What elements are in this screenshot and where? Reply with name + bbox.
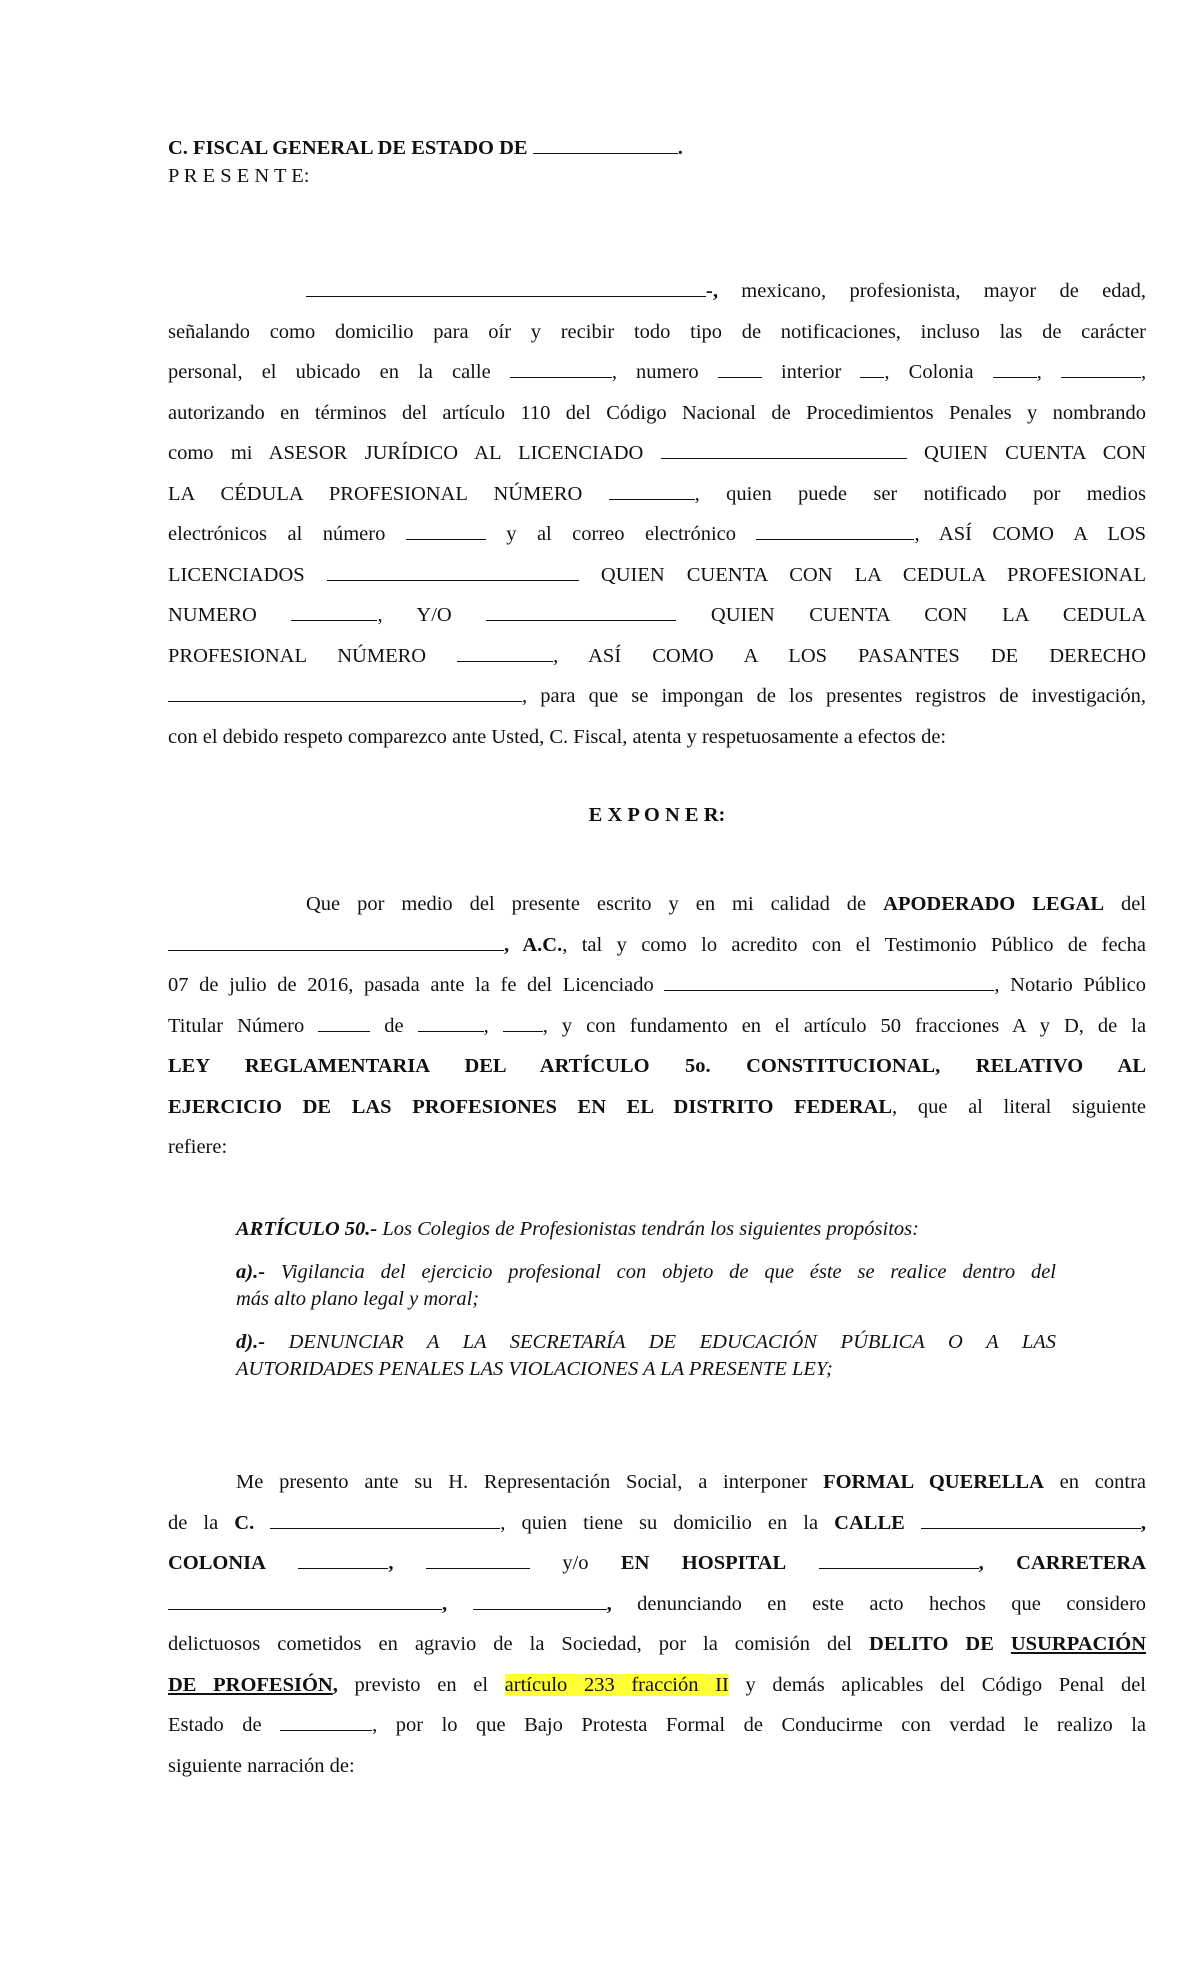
blank-notary-state (503, 1014, 543, 1032)
complaint-line-5: delictuosos cometidos en agravio de la Sociedad, por la comisión del DELITO DE USURPACIÓN (168, 1633, 1147, 1655)
quote-article: ARTÍCULO 50.- Los Colegios de Profesionistas tendrán los siguientes propósitos: (236, 1218, 919, 1240)
blank-accused-street (921, 1511, 1141, 1529)
blank-email (756, 522, 914, 540)
quote-item-d: d).- DENUNCIAR A LA SECRETARÍA DE EDUCACIÓN PÚBLICA O A LAS AUTORIDADES PENALES LAS VIOLACIONES A LA PRESENTE LEY; (236, 1331, 1056, 1380)
intro-line-1: -, mexicano, profesionista, mayor de edad, (168, 271, 1146, 312)
exponer-heading: E X P O N E R: (588, 804, 726, 826)
exposition-line-1: Que por medio del presente escrito y en mi calidad de APODERADO LEGAL del (306, 893, 1147, 915)
exposition-line-7: refiere: (168, 1136, 228, 1158)
intro-line-4: autorizando en términos del artículo 110 del Código Nacional de Procedimientos Penales y nombrando (168, 401, 1146, 424)
blank-city (1061, 360, 1141, 378)
addressee: C. FISCAL GENERAL DE ESTADO DE (168, 137, 528, 159)
blank-colonia (993, 360, 1037, 378)
exposition-paragraph (168, 884, 1146, 1168)
intro-line-11: , para que se impongan de los presentes registros de investigación, (168, 676, 1146, 717)
blank-licenciados (327, 563, 579, 581)
complaint-line-4: , , denunciando en este acto hechos que considero (168, 1584, 1146, 1625)
blank-cedula (609, 482, 695, 500)
blank-highway-2 (473, 1592, 607, 1610)
exposition-line-5: LEY REGLAMENTARIA DEL ARTÍCULO 5o. CONSTITUCIONAL, RELATIVO AL (168, 1055, 1146, 1077)
blank-highway (168, 1592, 442, 1610)
article-quote (236, 1216, 1056, 1383)
blank-licenciado-2 (486, 603, 676, 621)
intro-line-5: como mi ASESOR JURÍDICO AL LICENCIADO QUIEN CUENTA CON (168, 442, 1147, 464)
blank-cedula-2 (291, 603, 377, 621)
intro-line-7: electrónicos al número y al correo electrónico , ASÍ COMO A LOS (168, 523, 1147, 545)
intro-line-3: personal, el ubicado en la calle , numero interior , Colonia , , (168, 361, 1147, 383)
blank-state-2 (280, 1713, 372, 1731)
complaint-line-7: Estado de , por lo que Bajo Protesta Formal de Conducirme con verdad le realizo la (168, 1714, 1146, 1736)
blank-asesor (661, 441, 907, 459)
blank-association (168, 933, 504, 951)
complaint-line-1: Me presento ante su H. Representación Social, a interponer FORMAL QUERELLA en contra (236, 1471, 1147, 1493)
intro-line-12: con el debido respeto comparezco ante Usted, C. Fiscal, atenta y respetuosamente a efectos de: (168, 725, 947, 748)
intro-line-10: PROFESIONAL NÚMERO , ASÍ COMO A LOS PASANTES DE DERECHO (168, 644, 1147, 667)
complaint-line-3: COLONIA , y/o EN HOSPITAL , CARRETERA (168, 1552, 1147, 1574)
blank-cedula-3 (457, 644, 553, 662)
blank-number (718, 360, 762, 378)
blank-notary-name (664, 973, 994, 991)
blank-hospital (819, 1551, 979, 1569)
exposition-line-6: EJERCICIO DE LAS PROFESIONES EN EL DISTRITO FEDERAL, que al literal siguiente (168, 1095, 1146, 1118)
intro-line-2: señalando como domicilio para oír y recibir todo tipo de notificaciones, incluso las de carácter (168, 320, 1146, 343)
intro-line-9: NUMERO , Y/O QUIEN CUENTA CON LA CEDULA (168, 604, 1146, 626)
blank-accused-city (426, 1551, 530, 1569)
blank-accused-colonia (298, 1551, 388, 1569)
blank-state (533, 136, 678, 154)
presente: P R E S E N T E: (168, 165, 310, 187)
blank-accused-name (270, 1511, 500, 1529)
intro-line-8: LICENCIADOS QUIEN CUENTA CON LA CEDULA PROFESIONAL (168, 563, 1146, 586)
intro-paragraph (168, 271, 1146, 757)
blank-notary-number (318, 1014, 370, 1032)
exposition-line-3: 07 de julio de 2016, pasada ante la fe del Licenciado , Notario Público (168, 974, 1147, 996)
exposition-line-4: Titular Número de , , y con fundamento en el artículo 50 fracciones A y D, de la (168, 1014, 1147, 1037)
blank-name (306, 279, 706, 297)
addressee-line: C. FISCAL GENERAL DE ESTADO DE . (168, 137, 683, 159)
blank-interior (860, 360, 884, 378)
highlighted-article: artículo 233 fracción II (504, 1673, 729, 1696)
complaint-line-6: DE PROFESIÓN, previsto en el artículo 233 fracción II y demás aplicables del Código Penal del (168, 1673, 1146, 1696)
complaint-line-8: siguiente narración de: (168, 1754, 355, 1777)
complaint-line-2: de la C. , quien tiene su domicilio en la CALLE , (168, 1511, 1146, 1534)
blank-street (510, 360, 612, 378)
quote-item-a: a).- Vigilancia del ejercicio profesional con objeto de que éste se realice dentro del más alto plano legal y moral; (236, 1261, 1056, 1310)
exposition-line-2: , A.C., tal y como lo acredito con el Testimonio Público de fecha (168, 925, 1146, 966)
intro-line-6: LA CÉDULA PROFESIONAL NÚMERO , quien puede ser notificado por medios (168, 482, 1146, 505)
blank-pasantes (168, 684, 522, 702)
complaint-paragraph (168, 1462, 1146, 1786)
blank-notary-place (418, 1014, 484, 1032)
blank-phone (406, 522, 486, 540)
